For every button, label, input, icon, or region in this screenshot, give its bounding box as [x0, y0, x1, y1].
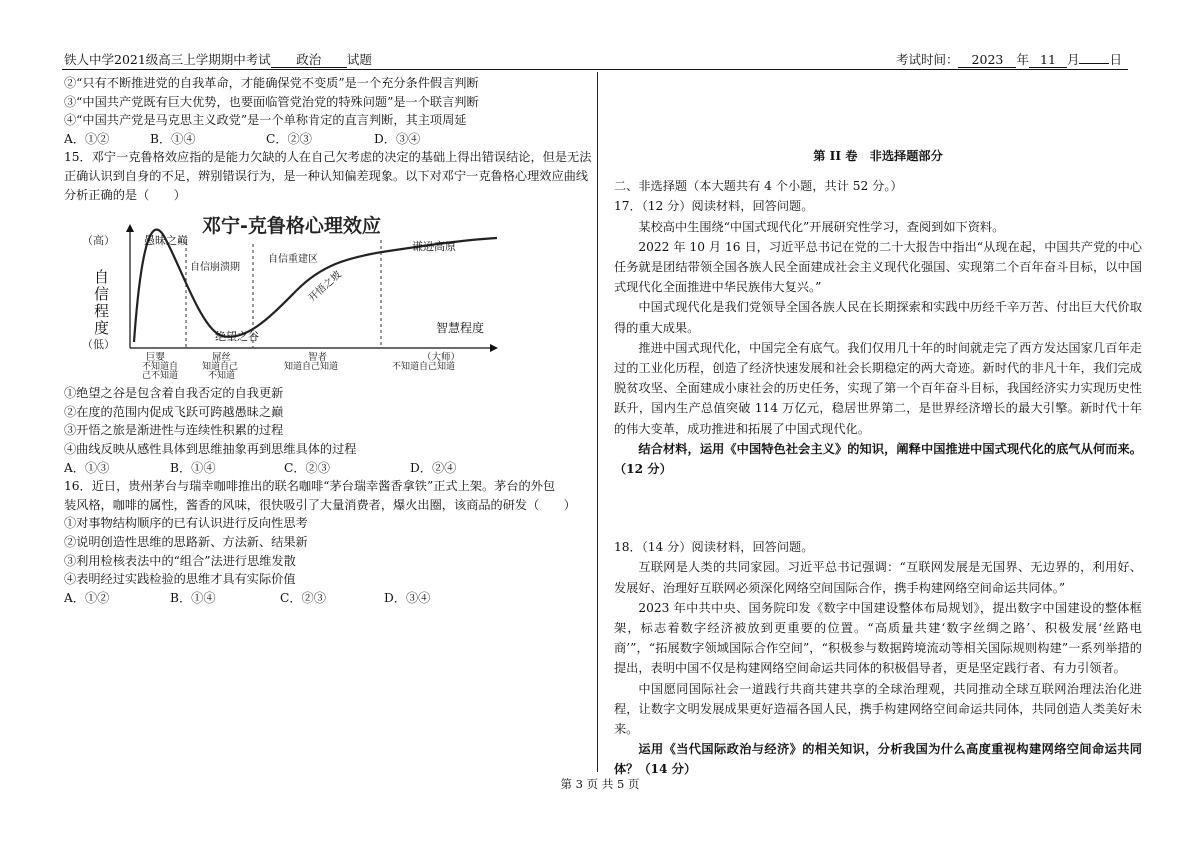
region-label: 自信崩溃期	[190, 262, 240, 274]
option: A．①②	[64, 590, 110, 605]
y-axis-label-char: 程	[94, 302, 110, 321]
option: C．②③	[284, 460, 330, 475]
q16-options	[64, 589, 588, 608]
header-right	[896, 50, 1122, 68]
q16-line: ①对事物结构顺序的已有认识进行反向性思考	[64, 516, 308, 531]
x-axis-label: 智慧程度	[436, 321, 485, 336]
option: D．③④	[374, 131, 421, 146]
header-rule	[62, 69, 1128, 70]
option: C．②③	[266, 131, 312, 146]
point-label: 绝望之谷	[215, 330, 259, 344]
y-axis-label-char: 度	[94, 319, 110, 338]
option: A．①③	[64, 460, 110, 475]
q16-line: ③利用检核表法中的“组合”法进行思维发散	[64, 553, 296, 568]
region-label: 谦逊高原	[412, 240, 456, 254]
option: B．①④	[150, 131, 196, 146]
right-column	[614, 74, 1142, 780]
q14-line: ③“中国共产党既有巨大优势，也要面临管党治党的特殊问题”是一个联言判断	[64, 94, 479, 109]
column-divider	[597, 72, 598, 772]
option: B．①④	[170, 460, 216, 475]
q16-line: 装风格，咖啡的属性，酱香的风味，很快吸引了大量消费者，爆火出圈，该商品的研发（ ）	[64, 497, 576, 512]
q17-material: 2022 年 10 月 16 日，习近平总书记在党的二十大报告中指出“从现在起，中国共产党的中心任务就是团结带领全国各族人民全面建成社会主义现代化强国、实现第二个百年奋斗目标，以中国式现代化全面推进中华民族伟大复兴。”	[614, 239, 1142, 295]
region-label: 愚昧之巅	[144, 234, 188, 248]
y-axis-label-char: 信	[94, 285, 110, 304]
exam-title: 铁人中学2021级高三上学期期中考试	[64, 52, 271, 67]
q16-line: ④表明经过实践检验的思维才具有实际价值	[64, 572, 296, 587]
q18-material: 2023 年中共中央、国务院印发《数字中国建设整体布局规划》，提出数字中国建设的整体框架，标志着数字经济被放到更重要的位置。“高质量共建‘数字丝绸之路’、积极发展‘丝路电商’”，“拓展数字领域国际合作空间”，“积极参与数据跨境流动等相关国际规则构建”一系列举措的提出，表明中国不仅是构建网络空间命运共同体的积极倡导者，更是坚定践行者、有力引领者。	[614, 600, 1142, 676]
q14-line: ④“中国共产党是马克思主义政党”是一个单称肯定的直言判断，其主项周延	[64, 113, 467, 128]
stage-desc: 不知道	[208, 371, 236, 381]
q15-line: 15．邓宁一克鲁格效应指的是能力欠缺的人在自己欠考虑的决定的基础上得出错误结论，但是无法	[64, 150, 592, 165]
time-label: 考试时间：	[895, 52, 959, 67]
stage-desc: 知道自己知道	[284, 362, 339, 373]
option: C．②③	[280, 590, 326, 605]
x-axis-arrow	[490, 344, 498, 352]
day-field	[1079, 63, 1109, 64]
q15-statement: ②在度的范围内促成飞跃可跨越愚昧之巅	[64, 404, 284, 419]
q17-heading: 17．（12 分）阅读材料，回答问题。	[614, 199, 814, 214]
stage-name: 巨婴	[146, 352, 166, 364]
header-left	[64, 50, 372, 68]
stage-name: 屌丝	[212, 352, 232, 364]
q15-statement: ①绝望之谷是包含着自我否定的自我更新	[64, 386, 284, 401]
y-axis-label-char: 自	[94, 268, 110, 287]
dunning-kruger-chart	[72, 210, 532, 380]
option: B．①④	[170, 590, 216, 605]
option: D．③④	[384, 590, 431, 605]
q17-material: 某校高中生围绕“中国式现代化”开展研究性学习，查阅到如下资料。	[638, 219, 1005, 234]
q15-line: 正确认识到自身的不足，辨别错误行为，是一种认知偏差现象。以下对邓宁一克鲁格心理效应曲线	[64, 168, 589, 183]
q14-options	[64, 130, 588, 149]
q16-line: 16．近日，贵州茅台与瑞幸咖啡推出的联名咖啡“茅台瑞幸酱香拿铁”正式上架。茅台的外包	[64, 479, 556, 494]
y-low-label: （低）	[82, 338, 115, 352]
q17-material: 中国式现代化是我们党领导全国各族人民在长期探索和实践中历经千辛万苦、付出巨大代价取得的重大成果。	[614, 300, 1142, 335]
q18-heading: 18．（14 分）阅读材料，回答问题。	[614, 540, 814, 555]
q18-task: 运用《当代国际政治与经济》的相关知识，分析我国为什么高度重视构建网络空间命运共同体？（14 分）	[614, 742, 1142, 777]
subject-field: 政治	[271, 53, 347, 68]
month-field: 11	[1029, 53, 1067, 68]
year-unit: 年	[1016, 52, 1029, 67]
stage-desc: 不知道自己知道	[392, 362, 456, 373]
month-unit: 月	[1066, 52, 1080, 67]
y-high-label: （高）	[82, 234, 115, 248]
stage-desc: 己不知道	[142, 371, 179, 381]
day-unit: 日	[1109, 52, 1122, 67]
point-label: 开悟之坡	[306, 269, 344, 305]
section-title: 第 II 卷 非选择题部分	[813, 149, 943, 163]
q15-statement: ③开悟之旅是渐进性与连续性积累的过程	[64, 423, 284, 438]
region-label: 自信重建区	[268, 254, 318, 266]
stage-name: （大师）	[422, 352, 461, 364]
q17-task: 结合材料，运用《中国特色社会主义》的知识，阐释中国推进中国式现代化的底气从何而来。（12 分）	[614, 441, 1142, 477]
chart-svg	[72, 210, 532, 380]
q15-statement: ④曲线反映从感性具体到思维抽象再到思维具体的过程	[64, 441, 357, 456]
left-column	[64, 74, 592, 607]
answer-space	[614, 479, 1142, 537]
q14-line: ②“只有不断推进党的自我革命，才能确保党不变质”是一个充分条件假言判断	[64, 76, 479, 90]
stage-desc: 不知道自	[142, 362, 179, 373]
chart-title: 邓宁-克鲁格心理效应	[202, 215, 381, 238]
option: D．②④	[410, 460, 457, 475]
section-intro: 二、非选择题（本大题共有 4 个小题，共计 52 分。）	[614, 179, 903, 194]
q18-material: 互联网是人类的共同家园。习近平总书记强调：“互联网发展是无国界、无边界的，利用好、发展好、治理好互联网必须深化网络空间国际合作，携手构建网络空间命运共同体。”	[614, 560, 1142, 595]
stage-name: 智者	[308, 352, 328, 364]
page-number: 第 3 页 共 5 页	[560, 777, 640, 791]
q18-material: 中国愿同国际社会一道践行共商共建共享的全球治理观，共同推动全球互联网治理法治化进程，让数字文明发展成果更好造福各国人民，携手构建网络空间命运共同体，共同创造人类美好未来。	[614, 681, 1142, 737]
exam-suffix: 试题	[346, 52, 372, 67]
y-axis-label	[94, 268, 109, 337]
q15-options	[64, 459, 588, 478]
stage-desc: 知道自己	[202, 362, 239, 373]
q17-material: 推进中国式现代化，中国完全有底气。我们仅用几十年的时间就走完了西方发达国家几百年走过的工业化历程，创造了经济快速发展和社会长期稳定的两大奇迹。新时代的非凡十年，我们完成脱贫攻坚、全面建成小康社会的历史任务，实现了第一个百年奋斗目标，我国经济实力实现历史性跃升，国内生产总值突破 114 万亿元，稳居世界第二，是世界经济增长的最大引擎。新时代十年的伟大变革，成功推进和拓展了中国式现代化。	[614, 340, 1142, 436]
y-axis-arrow	[126, 224, 134, 232]
year-field: 2023	[958, 53, 1016, 68]
q16-line: ②说明创造性思维的思路新、方法新、结果新	[64, 534, 308, 549]
option: A．①②	[64, 131, 110, 146]
q15-line: 分析正确的是（ ）	[64, 187, 186, 202]
